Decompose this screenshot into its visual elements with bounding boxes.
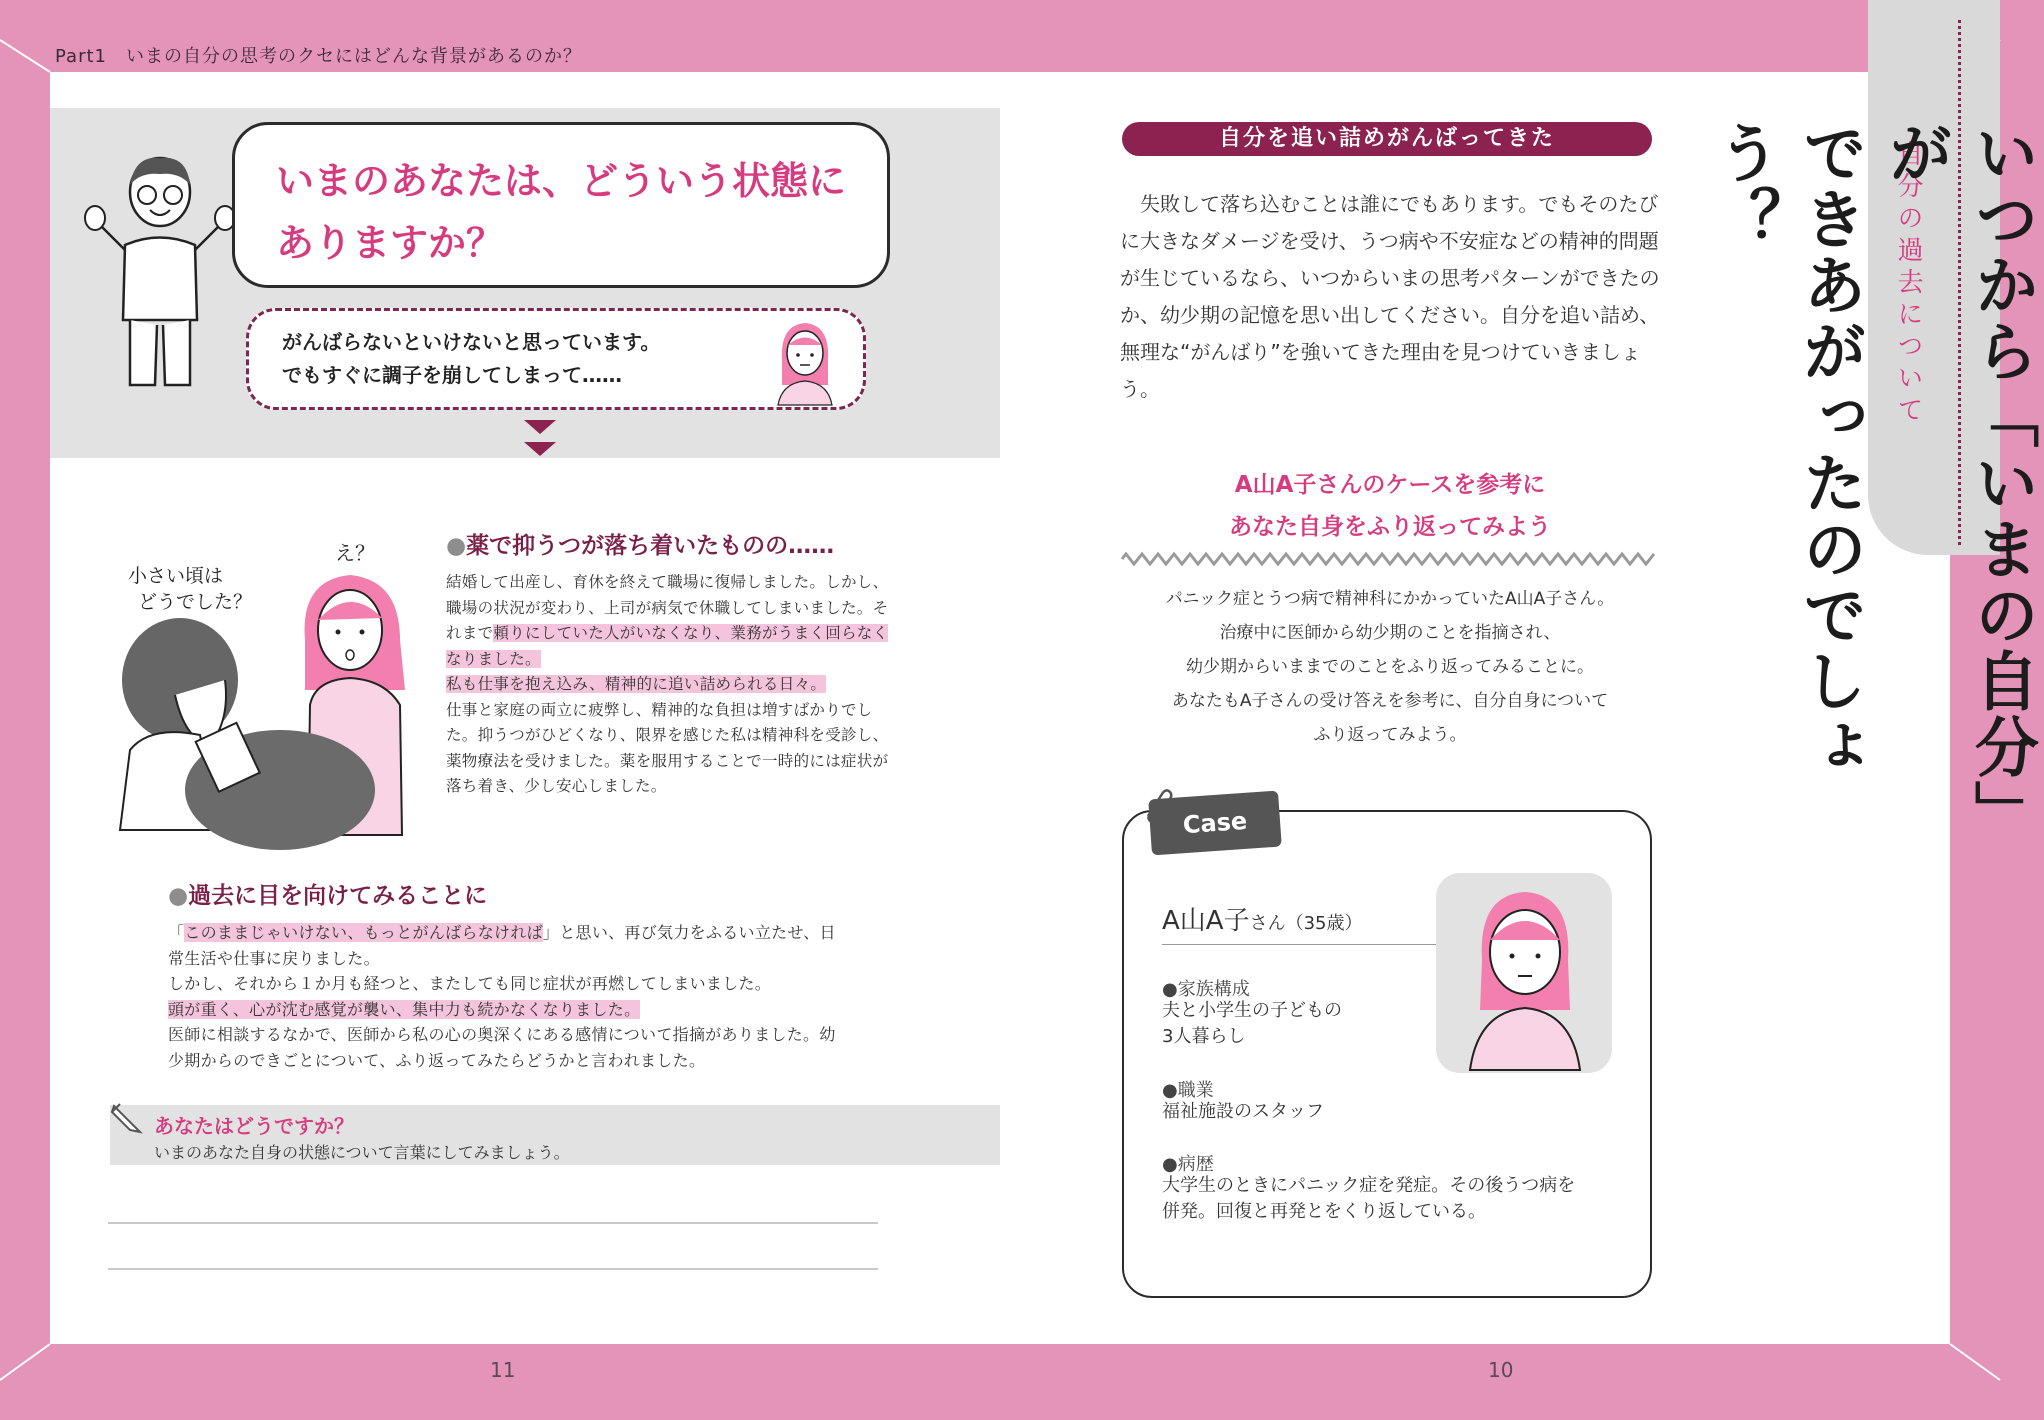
quote-open: 「 bbox=[168, 923, 185, 942]
page-number-left: 11 bbox=[490, 1358, 516, 1382]
job-label: ●職業 bbox=[1162, 1080, 1214, 1101]
job-value: 福祉施設のスタッフ bbox=[1162, 1101, 1324, 1122]
paperclip-icon bbox=[1138, 786, 1174, 826]
bullet-dot-icon: ● bbox=[168, 883, 189, 909]
woman-small-icon bbox=[770, 315, 840, 405]
main-title-line2: できあがったのでしょう？ bbox=[1706, 120, 1866, 780]
zigzag-divider bbox=[1122, 553, 1652, 565]
writing-line[interactable] bbox=[108, 1222, 878, 1224]
section2-body bbox=[168, 920, 848, 1073]
chapter-tab-title: 自分の過去について bbox=[1893, 140, 1923, 428]
section1-text-1: 結婚して出産し、育休を終えて職場に復帰しました。しかし、職場の状況が変わり、上司が病気で休職してしまいました。それまで bbox=[446, 573, 889, 642]
name-underline bbox=[1162, 944, 1437, 945]
question-title: いまのあなたは、どういう状態にありますか？ bbox=[276, 159, 847, 265]
bullet-dot-icon: ● bbox=[446, 533, 467, 559]
section2-text-3: 医師に相談するなかで、医師から私の心の奥深くにある感情について指摘がありました。幼少期からのできごとについて、ふり返ってみたらどうかと言われました。 bbox=[168, 1025, 836, 1070]
section1-body bbox=[446, 570, 896, 800]
reflect-title: あなたはどうですか？ bbox=[154, 1114, 354, 1138]
section2-heading bbox=[168, 877, 487, 910]
case-description: パニック症とうつ病で精神科にかかっていたA山A子さん。 治療中に医師から幼少期のことを指摘され、 幼少期からいままでのことをふり返ってみることに。 あなたもA子さんの受け答えを参考に、自分自身について ふり返ってみよう。 bbox=[1165, 589, 1615, 745]
section1-highlight-2: 私も仕事を抱え込み、精神的に追い詰められる日々。 bbox=[446, 675, 827, 693]
svg-text:小さい頃は どうでした？ bbox=[128, 565, 252, 613]
section2-highlight-1: このままじゃいけない、もっとがんばらなければ bbox=[184, 923, 543, 942]
page-number-right: 10 bbox=[1488, 1358, 1514, 1382]
person-name-main: A山A子 bbox=[1162, 906, 1250, 936]
case-lead: A山A子さんのケースを参考に あなた自身をふり返ってみよう bbox=[1229, 472, 1551, 540]
woman-portrait bbox=[1460, 880, 1590, 1070]
speech-left-line1: 小さい頃は bbox=[128, 565, 224, 587]
section1-heading bbox=[446, 527, 834, 560]
family-value: 夫と小学生の子どもの 3人暮らし bbox=[1162, 1000, 1342, 1047]
intro-text: 失敗して落ち込むことは誰にでもあります。でもそのたびに大きなダメージを受け、うつ病や不安症などの精神的問題が生じているなら、いつからいまの思考パターンができたのか、幼少期の記憶を思い出してください。自分を追い詰め、無理な“がんばり”を強いてきた理由を見つけていきましょう。 bbox=[1120, 192, 1660, 401]
running-head: Part1 いまの自分の思考のクセにはどんな背景があるのか？ bbox=[55, 46, 582, 67]
section1-highlight-1: 頼りにしていた人がいなくなり、業務がうまく回らなくなりました。 bbox=[446, 624, 889, 668]
section1-heading-text: 薬で抑うつが落ち着いたものの…… bbox=[466, 533, 835, 559]
writing-line[interactable] bbox=[108, 1268, 878, 1270]
family-label: ●家族構成 bbox=[1162, 979, 1250, 1000]
main-title-line1: いつから「いまの自分」が bbox=[1878, 120, 2038, 814]
section2-text-1: 」と思い、再び気力をふるい立たせ、日常生活や仕事に戻りました。 bbox=[168, 923, 836, 968]
counselor-illustration bbox=[85, 150, 235, 395]
person-honorific: さん（35歳） bbox=[1249, 913, 1363, 934]
section2-highlight-2: 頭が重く、心が沈む感覚が襲い、集中力も続かなくなりました。 bbox=[168, 999, 641, 1019]
history-value: 大学生のときにパニック症を発症。その後うつ病を 併発。回復と再発とをくり返している。 bbox=[1162, 1175, 1576, 1222]
section2-text-2: しかし、それから１か月も経つと、またしても同じ症状が再燃してしまいました。 bbox=[168, 974, 772, 993]
person-name bbox=[1162, 900, 1362, 937]
consultation-illustration bbox=[110, 530, 430, 835]
speech-left-line2: どうでした？ bbox=[138, 591, 253, 613]
reflect-prompt: いまのあなた自身の状態について言葉にしてみましょう。 bbox=[154, 1143, 570, 1162]
case-tab: Case bbox=[1148, 791, 1282, 856]
answer-text: がんばらないといけないと思っています。 でもすぐに調子を崩してしまって…… bbox=[282, 330, 661, 387]
speech-right: え？ bbox=[335, 541, 375, 565]
down-arrows-icon bbox=[520, 420, 560, 465]
section1-text-2: 仕事と家庭の両立に疲弊し、精神的な負担は増すばかりでした。抑うつがひどくなり、限界を感じた私は精神科を受診し、薬物療法を受けました。薬を服用することで一時的には症状が落ち着き、少し安心しました。 bbox=[446, 700, 889, 795]
section-banner: 自分を追い詰めがんばってきた bbox=[1122, 122, 1652, 156]
history-label: ●病歴 bbox=[1162, 1154, 1214, 1175]
pencil-icon bbox=[108, 1100, 144, 1136]
main-title bbox=[1700, 120, 2044, 820]
section2-heading-text: 過去に目を向けてみることに bbox=[188, 883, 488, 909]
